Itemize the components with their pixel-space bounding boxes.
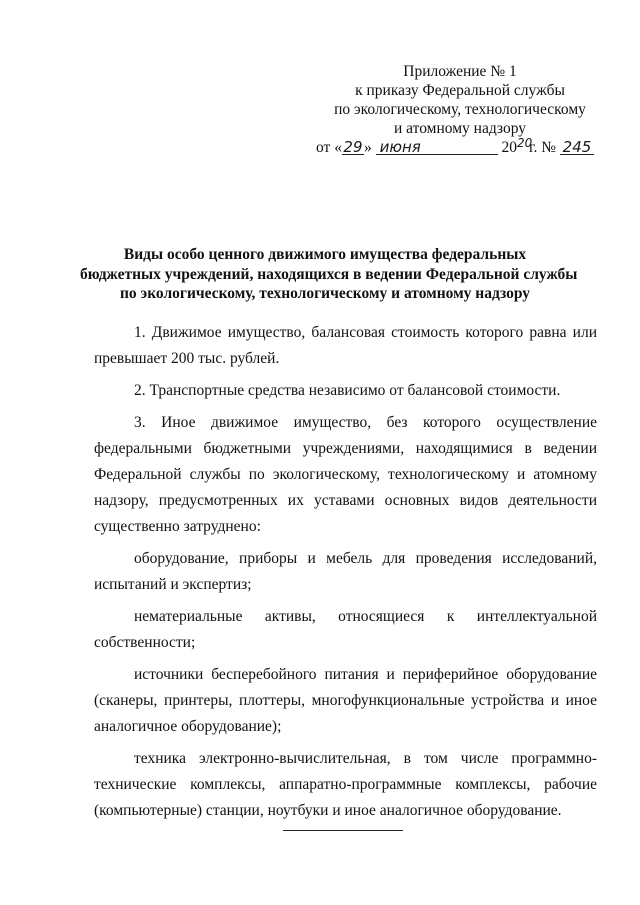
appendix-service-name-end: и атомному надзору	[394, 120, 526, 137]
title-line-2: бюджетных учреждений, находящихся в ведении Федеральной службы	[80, 265, 578, 283]
list-item-equipment-line-1: оборудование, приборы и мебель для проведения исследований,	[134, 550, 597, 567]
paragraph-3-line-2: федеральными бюджетными учреждениями, находящимися в ведении	[94, 440, 597, 457]
closing-rule	[283, 830, 403, 831]
appendix-header	[320, 62, 600, 138]
paragraph-3-line-3: Федеральной службы по экологическому, технологическому и атомному	[94, 466, 597, 483]
paragraph-2-line-1: 2. Транспортные средства независимо от балансовой стоимости.	[134, 382, 561, 399]
list-item-ups-line-3: аналогичное оборудование);	[94, 718, 282, 735]
paragraph-3-line-4: надзору, предусмотренных их уставами основных видов деятельности	[94, 492, 597, 509]
paragraph-1-line-1: 1. Движимое имущество, балансовая стоимость которого равна или	[134, 324, 597, 341]
list-item-computers-line-1: техника электронно-вычислительная, в том числе программно-	[134, 750, 597, 767]
date-month-handwritten: июня	[376, 137, 498, 157]
order-number-handwritten: 245	[560, 137, 594, 157]
date-year-handwritten: 20	[516, 136, 533, 150]
order-date-line	[316, 137, 616, 158]
date-year-end: г. №	[528, 139, 557, 156]
document-body	[94, 320, 597, 824]
list-item-computers-line-2: технические комплексы, аппаратно-программные комплексы, рабочие	[94, 776, 597, 793]
title-line-3: по экологическому, технологическому и атомному надзору	[119, 285, 531, 302]
document-title	[80, 245, 578, 304]
list-item-computers-line-3: (компьютерные) станции, ноутбуки и иное аналогичное оборудование.	[94, 802, 562, 819]
list-item-ups-line-2: (сканеры, принтеры, плоттеры, многофункциональные устройства и иное	[94, 692, 597, 709]
paragraph-3-line-1: 3. Иное движимое имущество, без которого осуществление	[134, 414, 597, 431]
date-mid: »	[363, 139, 372, 156]
appendix-order-ref: к приказу Федеральной службы	[355, 82, 565, 99]
list-item-equipment-line-2: испытаний и экспертиз;	[94, 576, 252, 593]
list-item-intangible-line-1: нематериальные активы, относящиеся к интеллектуальной	[134, 608, 597, 625]
date-year-prefix: 20	[501, 139, 517, 156]
paragraph-3-line-5: существенно затруднено:	[94, 518, 261, 535]
appendix-service-name: по экологическому, технологическому	[334, 101, 586, 118]
title-line-1: Виды особо ценного движимого имущества федеральных	[123, 246, 527, 263]
date-day-handwritten: 29	[343, 138, 363, 156]
paragraph-1-line-2: превышает 200 тыс. рублей.	[94, 350, 280, 367]
list-item-intangible-line-2: собственности;	[94, 634, 196, 651]
appendix-number: Приложение № 1	[403, 63, 517, 80]
list-item-ups-line-1: источники бесперебойного питания и периферийное оборудование	[134, 666, 597, 683]
date-prefix: от «	[316, 139, 342, 156]
